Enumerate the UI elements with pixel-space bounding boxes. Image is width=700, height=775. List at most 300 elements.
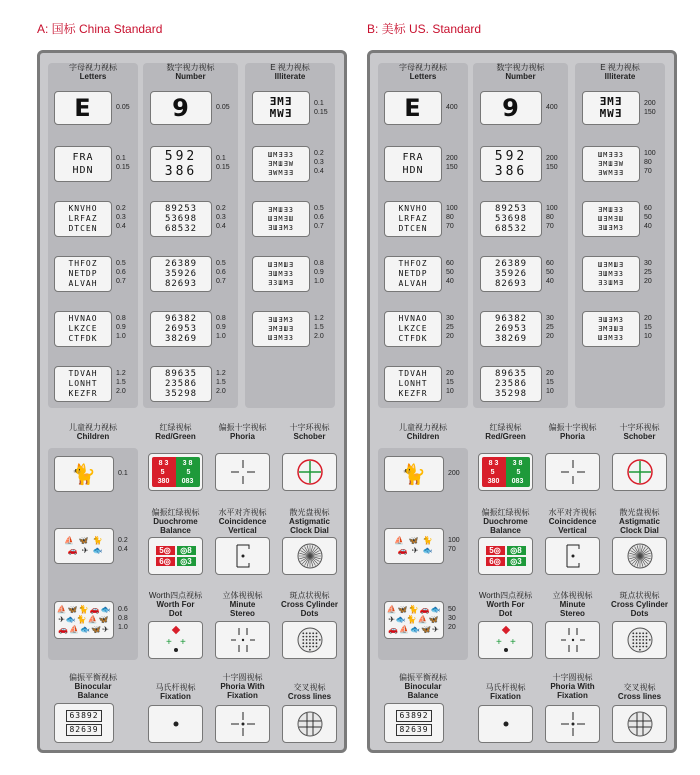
redgreen-text: 083: [181, 478, 194, 485]
letters-chart-card[interactable]: [384, 366, 442, 402]
redgreen-text: 083: [511, 478, 524, 485]
number-chart-text: 89635 23586 35298: [164, 369, 198, 399]
e-chart-card[interactable]: [582, 91, 640, 125]
redgreen-text: 5: [514, 469, 521, 476]
duochrome-target: [156, 546, 196, 566]
redgreen-text: 3 8: [512, 460, 523, 467]
schober-ring-icon: [295, 457, 325, 487]
minute-header: [540, 591, 605, 618]
letters-acuity-values: 1.2 1.5 2.0: [116, 370, 126, 395]
redgreen-text: 5: [184, 469, 191, 476]
e-acuity-values: 20 15 10: [644, 315, 652, 340]
minute-header-en1: Minute: [559, 600, 586, 609]
redgreen-text: 8 3: [158, 460, 169, 467]
cross-cylinder-card[interactable]: [282, 621, 337, 659]
e-header-cn: E 视力视标: [270, 63, 310, 72]
phoria-header: [540, 423, 605, 441]
e-acuity-values: 0.5 0.6 0.7: [314, 205, 324, 230]
worth-header-cn: Worth四点视标: [148, 591, 203, 600]
number-chart-card[interactable]: [150, 146, 212, 182]
fixation-header-cn: 马氏杆视标: [155, 683, 196, 692]
number-chart-card[interactable]: [150, 311, 212, 347]
schober-header-en1: Schober: [623, 432, 656, 441]
e-chart-card[interactable]: [252, 256, 310, 292]
letters-acuity-values: 0.1 0.15: [116, 155, 130, 171]
number-chart-card[interactable]: [480, 91, 542, 125]
number-header-en1: Number: [505, 72, 536, 81]
number-chart-card[interactable]: [480, 146, 542, 182]
red-half: [482, 457, 506, 487]
binocular-balance-card[interactable]: [54, 703, 114, 743]
number-chart-text: 89635 23586 35298: [494, 369, 528, 399]
number-acuity-values: 0.1 0.15: [216, 155, 230, 171]
letters-acuity-values: 0.8 0.9 1.0: [116, 315, 126, 340]
number-acuity-values: 0.05: [216, 104, 230, 111]
e-chart-text: ШMƎƎЗ ƎMШƎW ƎWMƎƎ: [597, 150, 625, 177]
e-chart-text: ƎШƎMЗ ƎMƎШƎ ШƎMƎЗ: [597, 315, 625, 342]
svg-text:+: +: [495, 637, 502, 648]
children-header: [378, 423, 468, 441]
astigmatic-card[interactable]: [282, 537, 337, 575]
redgreen-text: 8 3: [488, 460, 499, 467]
cross-cylinder-card[interactable]: [612, 621, 667, 659]
number-chart-card[interactable]: [150, 201, 212, 237]
number-chart-text: 96382 26953 38269: [494, 314, 528, 344]
e-chart-card[interactable]: [582, 256, 640, 292]
e-chart-card[interactable]: [252, 201, 310, 237]
duochrome-red: 5◎: [156, 546, 175, 555]
redgreen-card[interactable]: [478, 453, 533, 491]
worth-four-dot-icon: [161, 625, 191, 655]
crosscyl-header: [277, 591, 342, 618]
coincidence-card[interactable]: [545, 537, 600, 575]
cross-cylinder-dots-icon: [295, 625, 325, 655]
letters-acuity-values: 30 25 20: [446, 315, 454, 340]
svg-text:+: +: [179, 637, 186, 648]
crosslines-header-en1: Cross lines: [617, 692, 662, 701]
number-header: [143, 63, 238, 81]
binocular-header-cn: 偏振平衡视标: [69, 673, 117, 682]
coincidence-card[interactable]: [215, 537, 270, 575]
phoria-fixation-icon: [228, 709, 258, 739]
binocular-bottom-text: 82639: [396, 724, 431, 736]
redgreen-target: [482, 457, 530, 487]
number-chart-text: 9: [502, 94, 520, 122]
duochrome-green: ◎3: [507, 557, 526, 566]
letters-chart-card[interactable]: [54, 146, 112, 182]
duochrome-target: [486, 546, 526, 566]
worth-header-en1: Worth For: [486, 600, 525, 609]
binocular-header-en2: Balance: [77, 691, 109, 700]
letters-header-en1: Letters: [79, 72, 107, 81]
binocular-header-en1: Binocular: [404, 682, 442, 691]
fixation-header-en1: Fixation: [490, 692, 521, 701]
number-chart-card[interactable]: [480, 256, 542, 292]
phoria-fixation-card[interactable]: [215, 705, 270, 743]
e-acuity-values: 200 150: [644, 100, 656, 116]
duochrome-header-en1: Duochrome: [483, 517, 528, 526]
fixation-header: [473, 683, 538, 701]
e-chart-card[interactable]: [582, 311, 640, 347]
duochrome-header-en1: Duochrome: [153, 517, 198, 526]
phoria-fixation-header: [540, 673, 605, 700]
children-header-en1: Children: [406, 432, 440, 441]
letters-header: [48, 63, 138, 81]
worth-card[interactable]: [478, 621, 533, 659]
number-chart-text: 26389 35926 82693: [164, 259, 198, 289]
e-chart-text: ƎMƎ MWƎ: [599, 95, 623, 120]
green-half: [506, 457, 530, 487]
astigmatic-header-en2: Clock Dial: [290, 526, 329, 535]
e-acuity-values: 1.2 1.5 2.0: [314, 315, 324, 340]
number-chart-card[interactable]: [150, 366, 212, 402]
e-chart-card[interactable]: [582, 201, 640, 237]
clock-dial-icon: [295, 541, 325, 571]
green-half: [176, 457, 200, 487]
coincidence-header-en1: Coincidence: [548, 517, 597, 526]
phoria-cross-icon: [228, 457, 258, 487]
schober-header: [277, 423, 342, 441]
crosscyl-header-en1: Cross Cylinder: [281, 600, 338, 609]
redgreen-target: [152, 457, 200, 487]
clock-dial-icon: [625, 541, 655, 571]
astigmatic-header-cn: 散光盘视标: [289, 508, 330, 517]
phoria-header: [210, 423, 275, 441]
duochrome-header-cn: 偏振红绿视标: [481, 508, 530, 517]
svg-text:+: +: [165, 637, 172, 648]
children-chart-card[interactable]: [384, 601, 444, 639]
e-chart-text: ШƎMШƎ ƎШMƎЗ ƎЗШMƎ: [267, 260, 295, 287]
astigmatic-header-cn: 散光盘视标: [619, 508, 660, 517]
redgreen-card[interactable]: [148, 453, 203, 491]
minute-stereo-icon: [558, 625, 588, 655]
redgreen-text: 5: [490, 469, 497, 476]
number-acuity-values: 400: [546, 104, 558, 111]
crosslines-header: [607, 683, 672, 701]
crosscyl-header: [607, 591, 672, 618]
letters-chart-card[interactable]: [384, 91, 442, 125]
coincidence-header: [210, 508, 275, 535]
duochrome-red: 5◎: [486, 546, 505, 555]
children-acuity-values: 50 30 20: [448, 606, 456, 631]
phoria-header-en1: Phoria: [560, 432, 585, 441]
worth-card[interactable]: [148, 621, 203, 659]
letters-acuity-values: 60 50 40: [446, 260, 454, 285]
cross-lines-icon: [295, 709, 325, 739]
title-a: A: 国标 China Standard: [37, 22, 163, 36]
children-header-cn: 儿童视力视标: [399, 423, 447, 432]
minute-header-en2: Stereo: [230, 609, 255, 618]
crosslines-header-en1: Cross lines: [287, 692, 332, 701]
letters-acuity-values: 400: [446, 104, 458, 111]
letters-acuity-values: 100 80 70: [446, 205, 458, 230]
letters-chart-text: TDVAH LONHT KEZFR: [68, 369, 98, 398]
minute-header: [210, 591, 275, 618]
number-chart-text: 89253 53698 68532: [164, 204, 198, 234]
children-header-en1: Children: [76, 432, 110, 441]
binocular-header: [48, 673, 138, 700]
astigmatic-header: [607, 508, 672, 535]
letters-chart-card[interactable]: [54, 91, 112, 125]
schober-header-cn: 十字环视标: [289, 423, 330, 432]
letters-chart-text: FRA HDN: [72, 152, 94, 176]
children-acuity-values: 0.2 0.4: [118, 537, 128, 553]
fixation-dot-icon: [491, 709, 521, 739]
phoria-fixation-header-cn: 十字圆视标: [552, 673, 593, 682]
children-chart-card[interactable]: [54, 601, 114, 639]
children-chart-card[interactable]: [384, 528, 444, 564]
letters-header-cn: 字母视力视标: [69, 63, 117, 72]
cross-cylinder-dots-icon: [625, 625, 655, 655]
phoria-header-cn: 偏振十字视标: [218, 423, 267, 432]
number-chart-text: 96382 26953 38269: [164, 314, 198, 344]
letters-chart-text: E: [404, 94, 422, 122]
letters-header: [378, 63, 468, 81]
e-chart-card[interactable]: [252, 311, 310, 347]
e-acuity-values: 100 80 70: [644, 150, 656, 175]
phoria-fixation-header-cn: 十字圆视标: [222, 673, 263, 682]
duochrome-header: [143, 508, 208, 535]
e-chart-text: ƎMШƎЗ ШƎMƎШ ƎШƎMЗ: [597, 205, 625, 232]
fixation-header-en1: Fixation: [160, 692, 191, 701]
schober-card[interactable]: [282, 453, 337, 491]
minute-stereo-card[interactable]: [215, 621, 270, 659]
redgreen-text: 380: [487, 478, 500, 485]
phoria-card[interactable]: [215, 453, 270, 491]
number-chart-card[interactable]: [480, 366, 542, 402]
letters-chart-text: E: [74, 94, 92, 122]
duochrome-green: ◎8: [507, 546, 526, 555]
worth-header-en2: Dot: [498, 609, 513, 618]
e-chart-text: ƎШƎMЗ ƎMƎШƎ ШƎMƎЗ: [267, 315, 295, 342]
letters-chart-card[interactable]: [54, 311, 112, 347]
worth-four-dot-icon: [491, 625, 521, 655]
binocular-top-text: 63892: [396, 710, 431, 722]
fixation-header-cn: 马氏杆视标: [485, 683, 526, 692]
e-acuity-values: 0.8 0.9 1.0: [314, 260, 324, 285]
cat-icon: 🐈: [71, 463, 97, 486]
letters-chart-card[interactable]: [384, 201, 442, 237]
fixation-card[interactable]: [478, 705, 533, 743]
phoria-fixation-icon: [558, 709, 588, 739]
duochrome-header-cn: 偏振红绿视标: [151, 508, 200, 517]
number-acuity-values: 0.5 0.6 0.7: [216, 260, 226, 285]
phoria-fixation-header-en1: Phoria With: [220, 682, 265, 691]
binocular-header-en2: Balance: [407, 691, 439, 700]
chart-panel-china: [37, 50, 347, 753]
duochrome-green: ◎8: [177, 546, 196, 555]
letters-chart-card[interactable]: [54, 256, 112, 292]
letters-chart-card[interactable]: [384, 311, 442, 347]
e-chart-card[interactable]: [582, 146, 640, 182]
number-chart-card[interactable]: [150, 91, 212, 125]
children-header-cn: 儿童视力视标: [69, 423, 117, 432]
binocular-balance-card[interactable]: [384, 703, 444, 743]
schober-card[interactable]: [612, 453, 667, 491]
schober-header: [607, 423, 672, 441]
duochrome-red: 6◎: [156, 557, 175, 566]
binocular-bottom-text: 82639: [66, 724, 101, 736]
number-acuity-values: 60 50 40: [546, 260, 554, 285]
number-chart-text: 26389 35926 82693: [494, 259, 528, 289]
duochrome-header-en2: Balance: [490, 526, 521, 535]
e-chart-text: ШMƎƎЗ ƎMШƎW ƎWMƎƎ: [267, 150, 295, 177]
number-header-cn: 数字视力视标: [166, 63, 215, 72]
phoria-fixation-header: [210, 673, 275, 700]
number-chart-card[interactable]: [480, 311, 542, 347]
phoria-header-cn: 偏振十字视标: [548, 423, 597, 432]
number-header-cn: 数字视力视标: [496, 63, 545, 72]
children-header: [48, 423, 138, 441]
minute-stereo-icon: [228, 625, 258, 655]
letters-acuity-values: 0.2 0.3 0.4: [116, 205, 126, 230]
duochrome-card[interactable]: [478, 537, 533, 575]
e-acuity-values: 30 25 20: [644, 260, 652, 285]
fixation-header: [143, 683, 208, 701]
cross-lines-icon: [625, 709, 655, 739]
coincidence-icon: [558, 541, 588, 571]
worth-header-en2: Dot: [168, 609, 183, 618]
phoria-header-en1: Phoria: [230, 432, 255, 441]
crosslines-header-cn: 交叉视标: [293, 683, 326, 692]
minute-header-cn: 立体视视标: [222, 591, 263, 600]
fixation-dot-icon: [161, 709, 191, 739]
binocular-header-en1: Binocular: [74, 682, 112, 691]
crosscyl-header-cn: 斑点状视标: [289, 591, 330, 600]
number-acuity-values: 0.8 0.9 1.0: [216, 315, 226, 340]
letters-chart-card[interactable]: [384, 146, 442, 182]
number-header: [473, 63, 568, 81]
letters-acuity-values: 0.5 0.6 0.7: [116, 260, 126, 285]
number-acuity-values: 30 25 20: [546, 315, 554, 340]
children-acuity-values: 0.1: [118, 470, 128, 477]
letters-chart-text: KNVHO LRFAZ DTCEN: [398, 204, 428, 233]
letters-header-cn: 字母视力视标: [399, 63, 447, 72]
e-chart-card[interactable]: [252, 91, 310, 125]
minute-stereo-card[interactable]: [545, 621, 600, 659]
e-header: [245, 63, 335, 81]
number-chart-text: 592 386: [164, 149, 198, 179]
e-chart-text: ШƎMШƎ ƎШMƎЗ ƎЗШMƎ: [597, 260, 625, 287]
letters-header-en1: Letters: [409, 72, 437, 81]
children-chart-card[interactable]: [384, 456, 444, 492]
cross-lines-card[interactable]: [282, 705, 337, 743]
minute-header-en2: Stereo: [560, 609, 585, 618]
crosscyl-header-en2: Dots: [630, 609, 649, 618]
letters-chart-card[interactable]: [54, 366, 112, 402]
children-chart-card[interactable]: [54, 456, 114, 492]
worth-header: [143, 591, 208, 618]
letters-acuity-values: 20 15 10: [446, 370, 454, 395]
number-acuity-values: 1.2 1.5 2.0: [216, 370, 226, 395]
phoria-cross-icon: [558, 457, 588, 487]
number-chart-text: 89253 53698 68532: [494, 204, 528, 234]
letters-chart-text: FRA HDN: [402, 152, 424, 176]
letters-chart-card[interactable]: [54, 201, 112, 237]
e-chart-text: ƎMƎ MWƎ: [269, 95, 293, 120]
phoria-fixation-card[interactable]: [545, 705, 600, 743]
coincidence-header: [540, 508, 605, 535]
children-symbols-icon: ⛵ 🦋 🐈 🚗 ✈ 🐟: [64, 536, 104, 555]
children-acuity-values: 200: [448, 470, 460, 477]
number-acuity-values: 20 15 10: [546, 370, 554, 395]
e-header-en1: Illiterate: [604, 72, 636, 81]
redgreen-text: 380: [157, 478, 170, 485]
letters-acuity-values: 0.05: [116, 104, 130, 111]
children-chart-card[interactable]: [54, 528, 114, 564]
duochrome-green: ◎3: [177, 557, 196, 566]
number-chart-card[interactable]: [150, 256, 212, 292]
chart-panel-us: [367, 50, 677, 753]
astigmatic-header-en1: Astigmatic: [289, 517, 330, 526]
letters-chart-text: THFOZ NETDP ALVAH: [68, 259, 98, 288]
duochrome-header-en2: Balance: [160, 526, 191, 535]
coincidence-header-cn: 水平对齐视标: [218, 508, 267, 517]
astigmatic-header-en1: Astigmatic: [619, 517, 660, 526]
crosscyl-header-cn: 斑点状视标: [619, 591, 660, 600]
coincidence-header-en2: Vertical: [558, 526, 587, 535]
number-acuity-values: 100 80 70: [546, 205, 558, 230]
phoria-fixation-header-en2: Fixation: [557, 691, 588, 700]
letters-chart-text: HVNAO LKZCE CTFDK: [398, 314, 428, 343]
number-chart-card[interactable]: [480, 201, 542, 237]
binocular-header: [378, 673, 468, 700]
duochrome-card[interactable]: [148, 537, 203, 575]
coincidence-header-en1: Coincidence: [218, 517, 267, 526]
children-symbols-icon: ⛵🦋🐈🚗🐟 ✈🐟🐈⛵🦋 🚗⛵🐟🦋✈: [56, 605, 112, 634]
e-header-cn: E 视力视标: [600, 63, 640, 72]
phoria-fixation-header-en1: Phoria With: [550, 682, 595, 691]
redgreen-header-en1: Red/Green: [155, 432, 196, 441]
astigmatic-header-en2: Clock Dial: [620, 526, 659, 535]
title-b: B: 美标 US. Standard: [367, 22, 482, 36]
worth-header-cn: Worth四点视标: [478, 591, 533, 600]
fixation-card[interactable]: [148, 705, 203, 743]
schober-header-cn: 十字环视标: [619, 423, 660, 432]
duochrome-red: 6◎: [486, 557, 505, 566]
children-symbols-icon: ⛵🦋🐈🚗🐟 ✈🐟🐈⛵🦋 🚗⛵🐟🦋✈: [386, 605, 442, 634]
cross-lines-card[interactable]: [612, 705, 667, 743]
redgreen-text: 5: [160, 469, 167, 476]
schober-ring-icon: [625, 457, 655, 487]
redgreen-header-cn: 红绿视标: [159, 423, 192, 432]
schober-header-en1: Schober: [293, 432, 326, 441]
minute-header-en1: Minute: [229, 600, 256, 609]
crosslines-header-cn: 交叉视标: [623, 683, 656, 692]
binocular-top-text: 63892: [66, 710, 101, 722]
astigmatic-card[interactable]: [612, 537, 667, 575]
astigmatic-header: [277, 508, 342, 535]
minute-header-cn: 立体视视标: [552, 591, 593, 600]
children-symbols-icon: ⛵ 🦋 🐈 🚗 ✈ 🐟: [394, 536, 434, 555]
e-acuity-values: 0.2 0.3 0.4: [314, 150, 324, 175]
children-acuity-values: 0.6 0.8 1.0: [118, 606, 128, 631]
children-acuity-values: 100 70: [448, 537, 460, 553]
letters-chart-card[interactable]: [384, 256, 442, 292]
e-chart-card[interactable]: [252, 146, 310, 182]
phoria-card[interactable]: [545, 453, 600, 491]
redgreen-header-en1: Red/Green: [485, 432, 526, 441]
redgreen-header: [143, 423, 208, 441]
letters-acuity-values: 200 150: [446, 155, 458, 171]
red-half: [152, 457, 176, 487]
coincidence-icon: [228, 541, 258, 571]
number-acuity-values: 200 150: [546, 155, 558, 171]
redgreen-text: 3 8: [182, 460, 193, 467]
svg-text:+: +: [509, 637, 516, 648]
letters-chart-text: THFOZ NETDP ALVAH: [398, 259, 428, 288]
number-header-en1: Number: [175, 72, 206, 81]
